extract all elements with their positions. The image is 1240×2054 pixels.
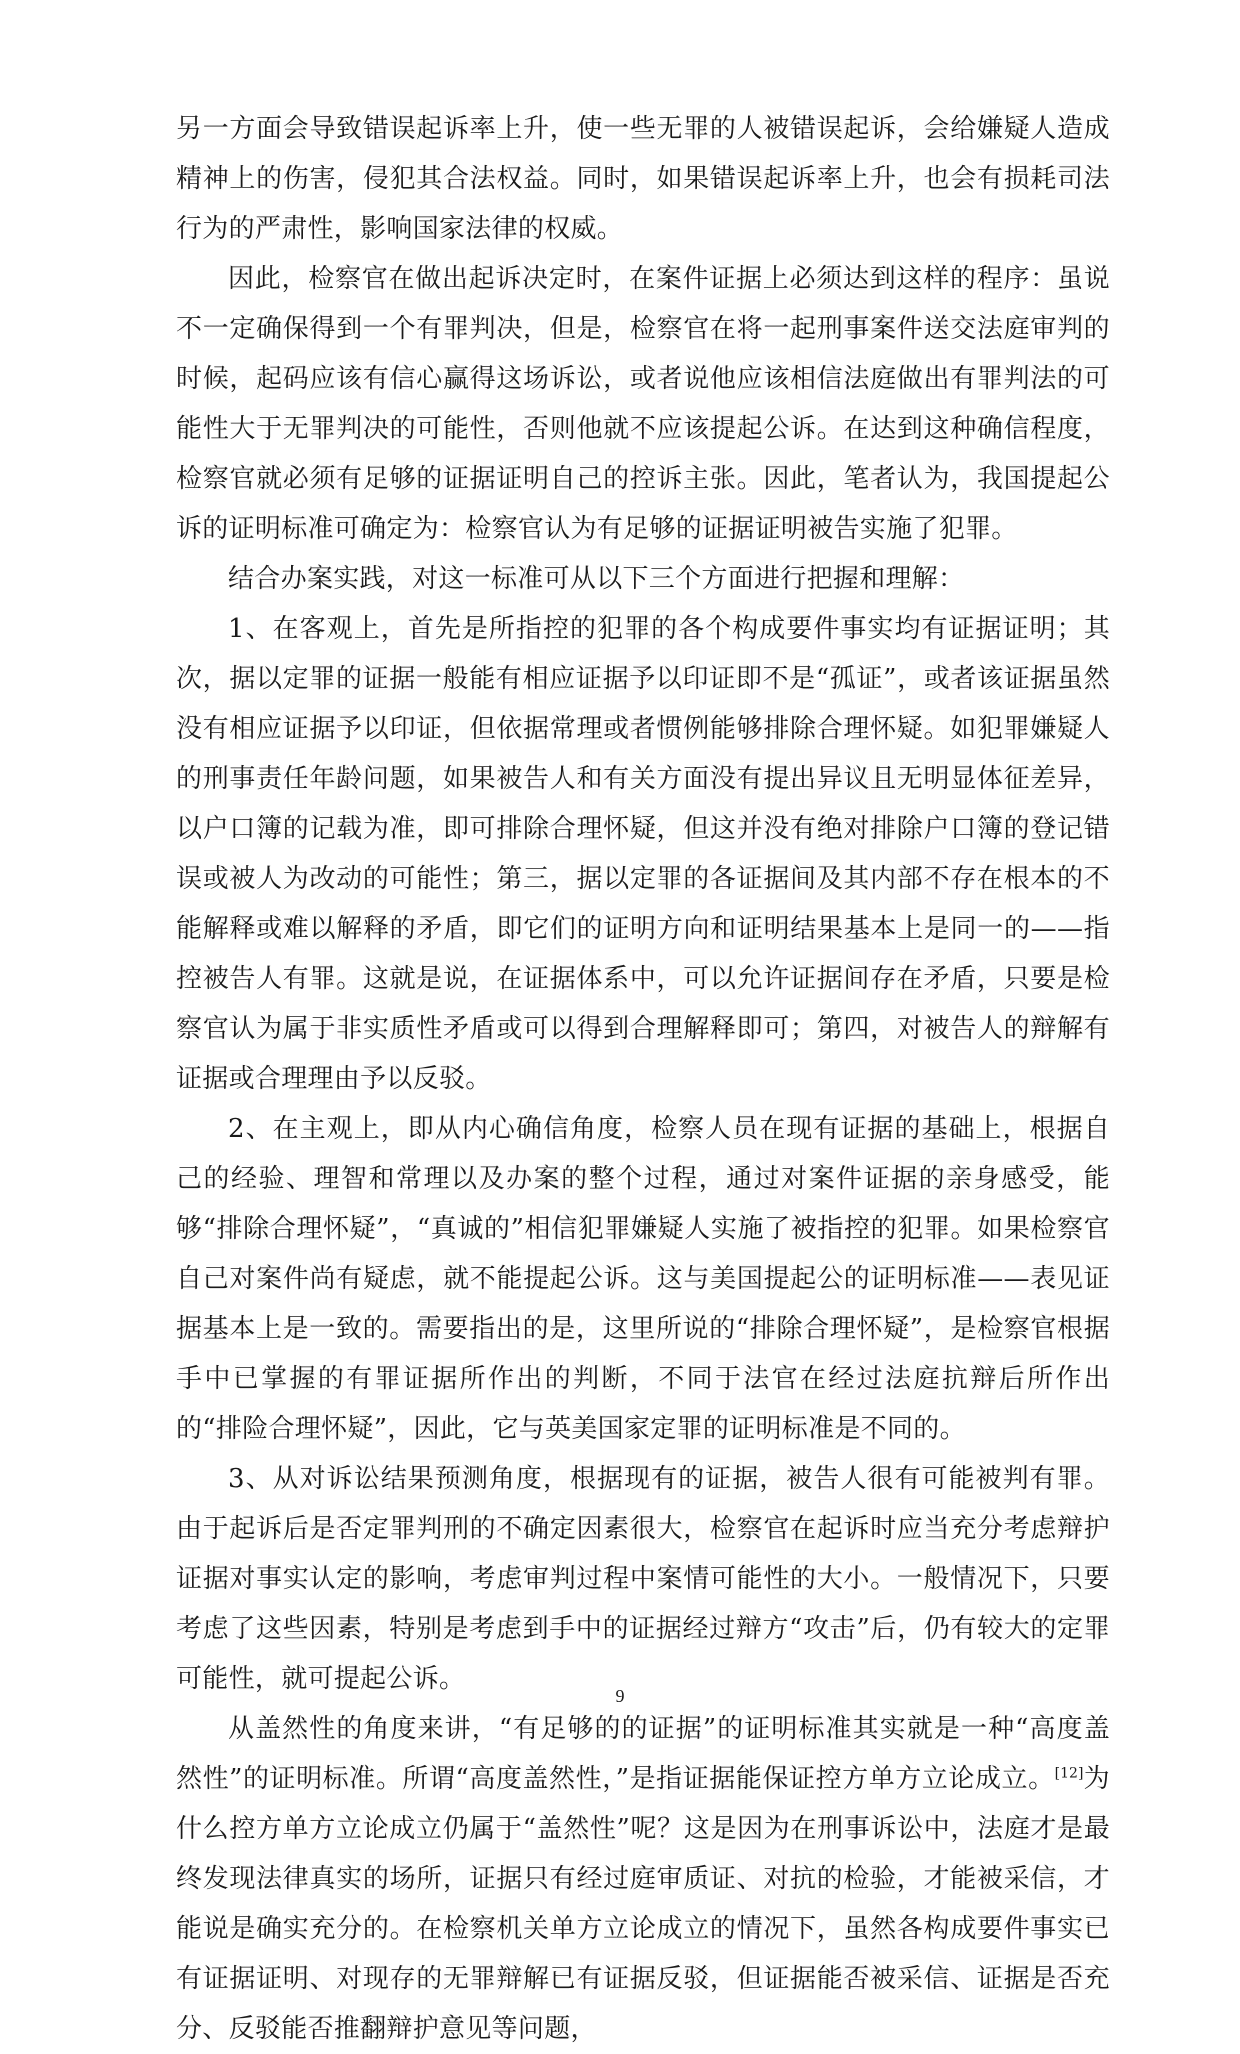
paragraph-three-aspects-intro: 结合办案实践，对这一标准可从以下三个方面进行把握和理解： (228, 564, 965, 594)
paragraph-objective-aspect: 1、在客观上，首先是所指控的犯罪的各个构成要件事实均有证据证明；其次，据以定罪的证据一般能有相应证据予以印证即不是“孤证”，或者该证据虽然没有相应证据予以印证，但依据常理或者惯例能够排除合理怀疑。如犯罪嫌疑人的刑事责任年龄问题，如果被告人和有关方面没有提出异议且无明显体征差异，以户口簿的记载为准，即可排除合理怀疑，但这并没有绝对排除户口簿的登记错误或被人为改动的可能性；第三，据以定罪的各证据间及其内部不存在根本的不能解释或难以解释的矛盾，即它们的证明方向和证明结果基本上是同一的——指控被告人有罪。这就是说，在证据体系中，可以允许证据间存在矛盾，只要是检察官认为属于非实质性矛盾或可以得到合理解释即可；第四，对被告人的辩解有证据或合理理由予以反驳。 (176, 614, 1110, 1094)
page-number: 9 (615, 1686, 625, 1706)
paragraph-subjective-aspect: 2、在主观上，即从内心确信角度，检察人员在现有证据的基础上，根据自己的经验、理智和常理以及办案的整个过程，通过对案件证据的亲身感受，能够“排除合理怀疑”，“真诚的”相信犯罪嫌疑人实施了被指控的犯罪。如果检察官自己对案件尚有疑虑，就不能提起公诉。这与美国提起公的证明标准——表见证据基本上是一致的。需要指出的是，这里所说的“排除合理怀疑”，是检察官根据手中已掌握的有罪证据所作出的判断，不同于法官在经过法庭抗辩后所作出的“排险合理怀疑”，因此，它与英美国家定罪的证明标准是不同的。 (176, 1114, 1110, 1444)
paragraph-harms-of-wrongful-prosecution: 另一方面会导致错误起诉率上升，使一些无罪的人被错误起诉，会给嫌疑人造成精神上的伤害，侵犯其合法权益。同时，如果错误起诉率上升，也会有损耗司法行为的严肃性，影响国家法律的权威。 (176, 114, 1110, 244)
citation-marker: [12] (1054, 1765, 1084, 1782)
paragraph-probability-standard (176, 1704, 1110, 2054)
paragraph-text-after-citation: 为什么控方单方立论成立仍属于“盖然性”呢？这是因为在刑事诉讼中，法庭才是最终发现法律真实的场所，证据只有经过庭审质证、对抗的检验，才能被采信，才能说是确实充分的。在检察机关单方立论成立的情况下，虽然各构成要件事实已有证据证明、对现存的无罪辩解已有证据反驳，但证据能否被采信、证据是否充分、反驳能否推翻辩护意见等问题， (176, 1764, 1110, 2044)
body-text (176, 104, 1110, 2054)
paragraph-prosecution-standard: 因此，检察官在做出起诉决定时，在案件证据上必须达到这样的程序：虽说不一定确保得到一个有罪判决，但是，检察官在将一起刑事案件送交法庭审判的时候，起码应该有信心赢得这场诉讼，或者说他应该相信法庭做出有罪判法的可能性大于无罪判决的可能性，否则他就不应该提起公诉。在达到这种确信程度，检察官就必须有足够的证据证明自己的控诉主张。因此，笔者认为，我国提起公诉的证明标准可确定为：检察官认为有足够的证据证明被告实施了犯罪。 (176, 264, 1110, 544)
paragraph-outcome-prediction: 3、从对诉讼结果预测角度，根据现有的证据，被告人很有可能被判有罪。由于起诉后是否定罪判刑的不确定因素很大，检察官在起诉时应当充分考虑辩护证据对事实认定的影响，考虑审判过程中案情可能性的大小。一般情况下，只要考虑了这些因素，特别是考虑到手中的证据经过辩方“攻击”后，仍有较大的定罪可能性，就可提起公诉。 (176, 1464, 1110, 1694)
paragraph-text-before-citation: 从盖然性的角度来讲，“有足够的的证据”的证明标准其实就是一种“高度盖然性”的证明标准。所谓“高度盖然性，”是指证据能保证控方单方立论成立。 (176, 1714, 1110, 1794)
